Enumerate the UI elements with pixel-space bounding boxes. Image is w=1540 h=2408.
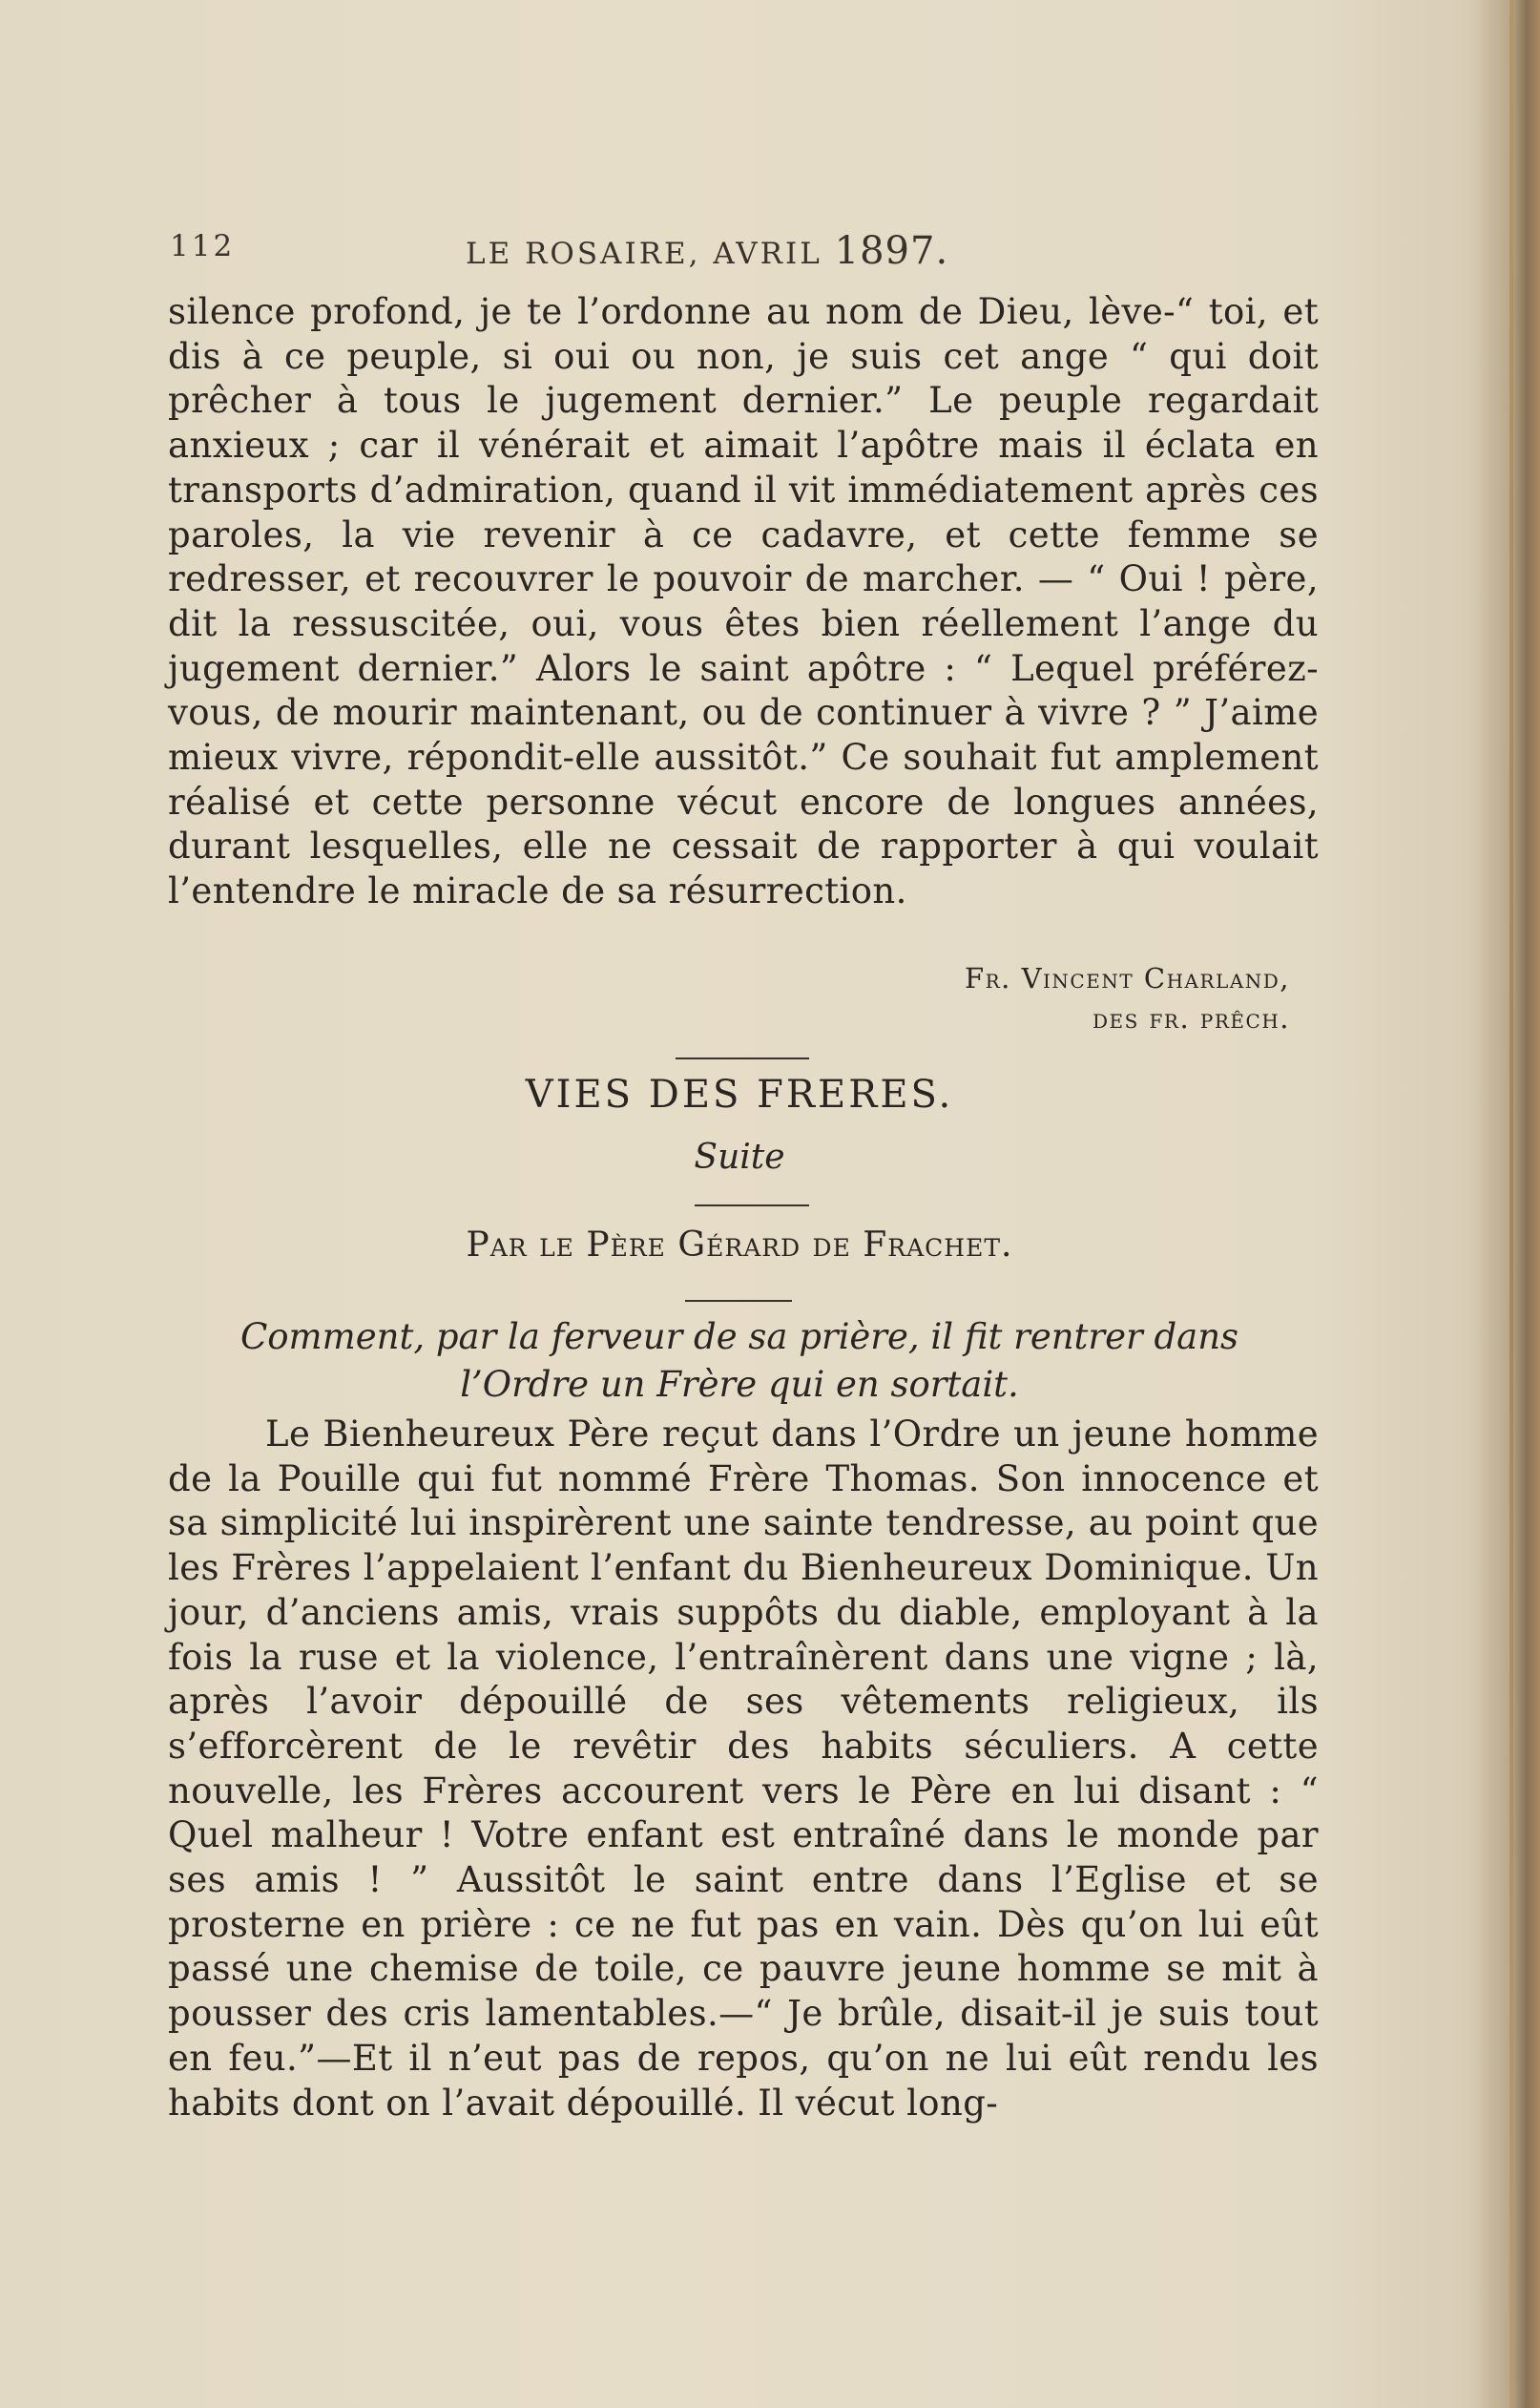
- paragraph-2-text: Le Bienheureux Père reçut dans l’Ordre un jeune homme de la Pouille qui fut nommé Frère Thomas. Son innocence et sa simplicité lui inspirèrent une sainte tendresse, au point que les Frères l’appelaient l’enfant du Bienheureux Dominique. Un jour, d’anciens amis, vrais suppôts du diable, employant à la fois la ruse et la violence, l’entraînèrent dans une vigne ; là, après l’avoir dépouillé de ses vêtements religieux, ils s’efforcèrent de le revêtir des habits séculiers. A cette nouvelle, les Frères accourent vers le Père en lui disant : “ Quel malheur ! Votre enfant est entraîné dans le monde par ses amis ! ” Aussitôt le saint entre dans l’Eglise et se prosterne en prière : ce ne fut pas en vain. Dès qu’on lui eût passé une chemise de toile, ce pauvre jeune homme se mit à pousser des cris lamentables.—“ Je brûle, disait-il je suis tout en feu.”—Et il n’eut pas de repos, qu’on ne lui eût rendu les habits dont on l’avait dépouillé. Il vécut long-: [168, 1413, 1319, 2124]
- chapter-title: [191, 1313, 1288, 1409]
- signature: [813, 958, 1290, 1038]
- paragraph-1-text: silence profond, je te l’ordonne au nom de Dieu, lève-“ toi, et dis à ce peuple, si oui ou non, je suis cet ange “ qui doit prêcher à tous le jugement dernier.” Le peuple regardait anxieux ; car il vénérait et aimait l’apôtre mais il éclata en transports d’admiration, quand il vit immédiatement après ces paroles, la vie revenir à ce cadavre, et cette femme se redresser, et recouvrer le pouvoir de marcher. — “ Oui ! père, dit la ressuscitée, oui, vous êtes bien réellement l’ange du jugement dernier.” Alors le saint apôtre : “ Lequel préférez-vous, de mourir maintenant, ou de continuer à vivre ? ” J’aime mieux vivre, répondit-elle aussitôt.” Ce souhait fut amplement réalisé et cette personne vécut encore de longues années, durant lesquelles, elle ne cessait de rapporter à qui voulait l’entendre le miracle de sa résurrection.: [168, 291, 1319, 912]
- section-subtitle: Suite: [694, 1138, 785, 1177]
- divider-rule: [676, 1057, 809, 1059]
- journal-year: 1897.: [834, 229, 949, 273]
- journal-title-text: LE ROSAIRE, AVRIL: [466, 237, 822, 271]
- page-number: 112: [170, 229, 236, 263]
- section-title: VIES DES FRERES.: [525, 1073, 954, 1117]
- signature-name: Fr. Vincent Charland,: [964, 962, 1290, 995]
- byline: Par le Père Gérard de Frachet.: [466, 1225, 1013, 1265]
- paragraph-1: [168, 290, 1319, 914]
- running-head: [170, 221, 1315, 279]
- journal-title: [466, 229, 948, 273]
- page-edge-line: [1509, 0, 1513, 2408]
- chapter-title-line-1: Comment, par la ferveur de sa prière, il fit rentrer dans: [239, 1316, 1239, 1357]
- chapter-title-line-2: l’Ordre un Frère qui en sortait.: [460, 1364, 1019, 1405]
- page-edge-shadow: [1473, 0, 1540, 2408]
- divider-rule: [685, 1300, 792, 1302]
- divider-rule: [695, 1204, 809, 1206]
- signature-order: des fr. prêch.: [1092, 1002, 1290, 1035]
- paragraph-2: [168, 1413, 1319, 2125]
